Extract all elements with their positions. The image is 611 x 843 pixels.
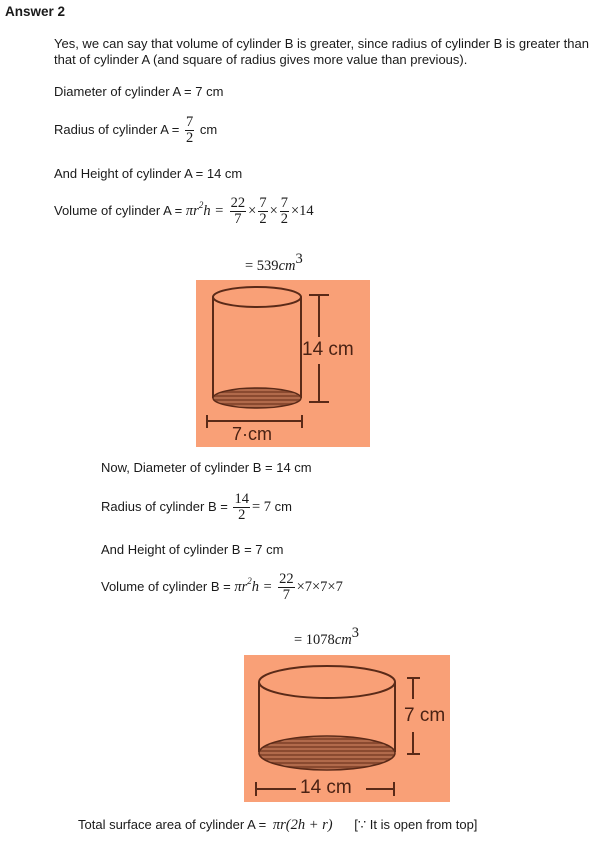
radius-fraction: $\frac{7}{2}$ (186, 114, 194, 146)
cylinder-a-diameter: Diameter of cylinder A = 7 cm (54, 84, 224, 99)
figure-b-height-label: 7 cm (404, 705, 446, 726)
answer-heading: Answer 2 (5, 4, 66, 19)
cylinder-a-volume-result: = $539cm^3$ (245, 251, 303, 274)
cylinder-b-volume-result: = $1078cm^3$ (294, 625, 359, 648)
cylinder-b-diameter: Now, Diameter of cylinder B = 14 cm (101, 460, 312, 475)
surface-area-line: Total surface area of cylinder A = πr(2h + r) [∵ It is open from top] (78, 817, 478, 833)
cylinder-b-radius: Radius of cylinder B = $\frac{14}{2}$ = 7 cm (101, 491, 292, 523)
figure-a-diameter-label: 7·cm (232, 424, 272, 444)
cylinder-a-volume: Volume of cylinder $A = \pi r^2h$ = $\frac{22}{7}$ × $\frac{7}{2}$ × $\frac{7}{2}$ ×14 (54, 195, 314, 227)
surface-area-formula: πr(2h + r) (272, 817, 333, 833)
radius-unit: cm (199, 121, 218, 137)
surface-area-note: [∵ It is open from top] (354, 817, 478, 832)
figure-a-height-label: 14 cm (302, 339, 354, 360)
cylinder-a-figure (196, 280, 370, 447)
radius-label: Radius of cylinder A = (54, 121, 180, 137)
cylinder-a-radius (54, 115, 217, 146)
cylinder-b-figure (244, 655, 450, 802)
figure-b-diameter-label: 14 cm (300, 777, 352, 798)
cylinder-b-volume: Volume of cylinder $B = \pi r^2h$ = $\frac{22}{7}$ ×7×7×7 (101, 571, 343, 603)
cylinder-a-height: And Height of cylinder A = 14 cm (54, 166, 243, 181)
cylinder-b-height: And Height of cylinder B = 7 cm (101, 542, 284, 557)
intro-paragraph: Yes, we can say that volume of cylinder B is greater, since radius of cylinder B is greater than that of cylinder A (and square of radius gives more value than previous). (54, 36, 589, 67)
